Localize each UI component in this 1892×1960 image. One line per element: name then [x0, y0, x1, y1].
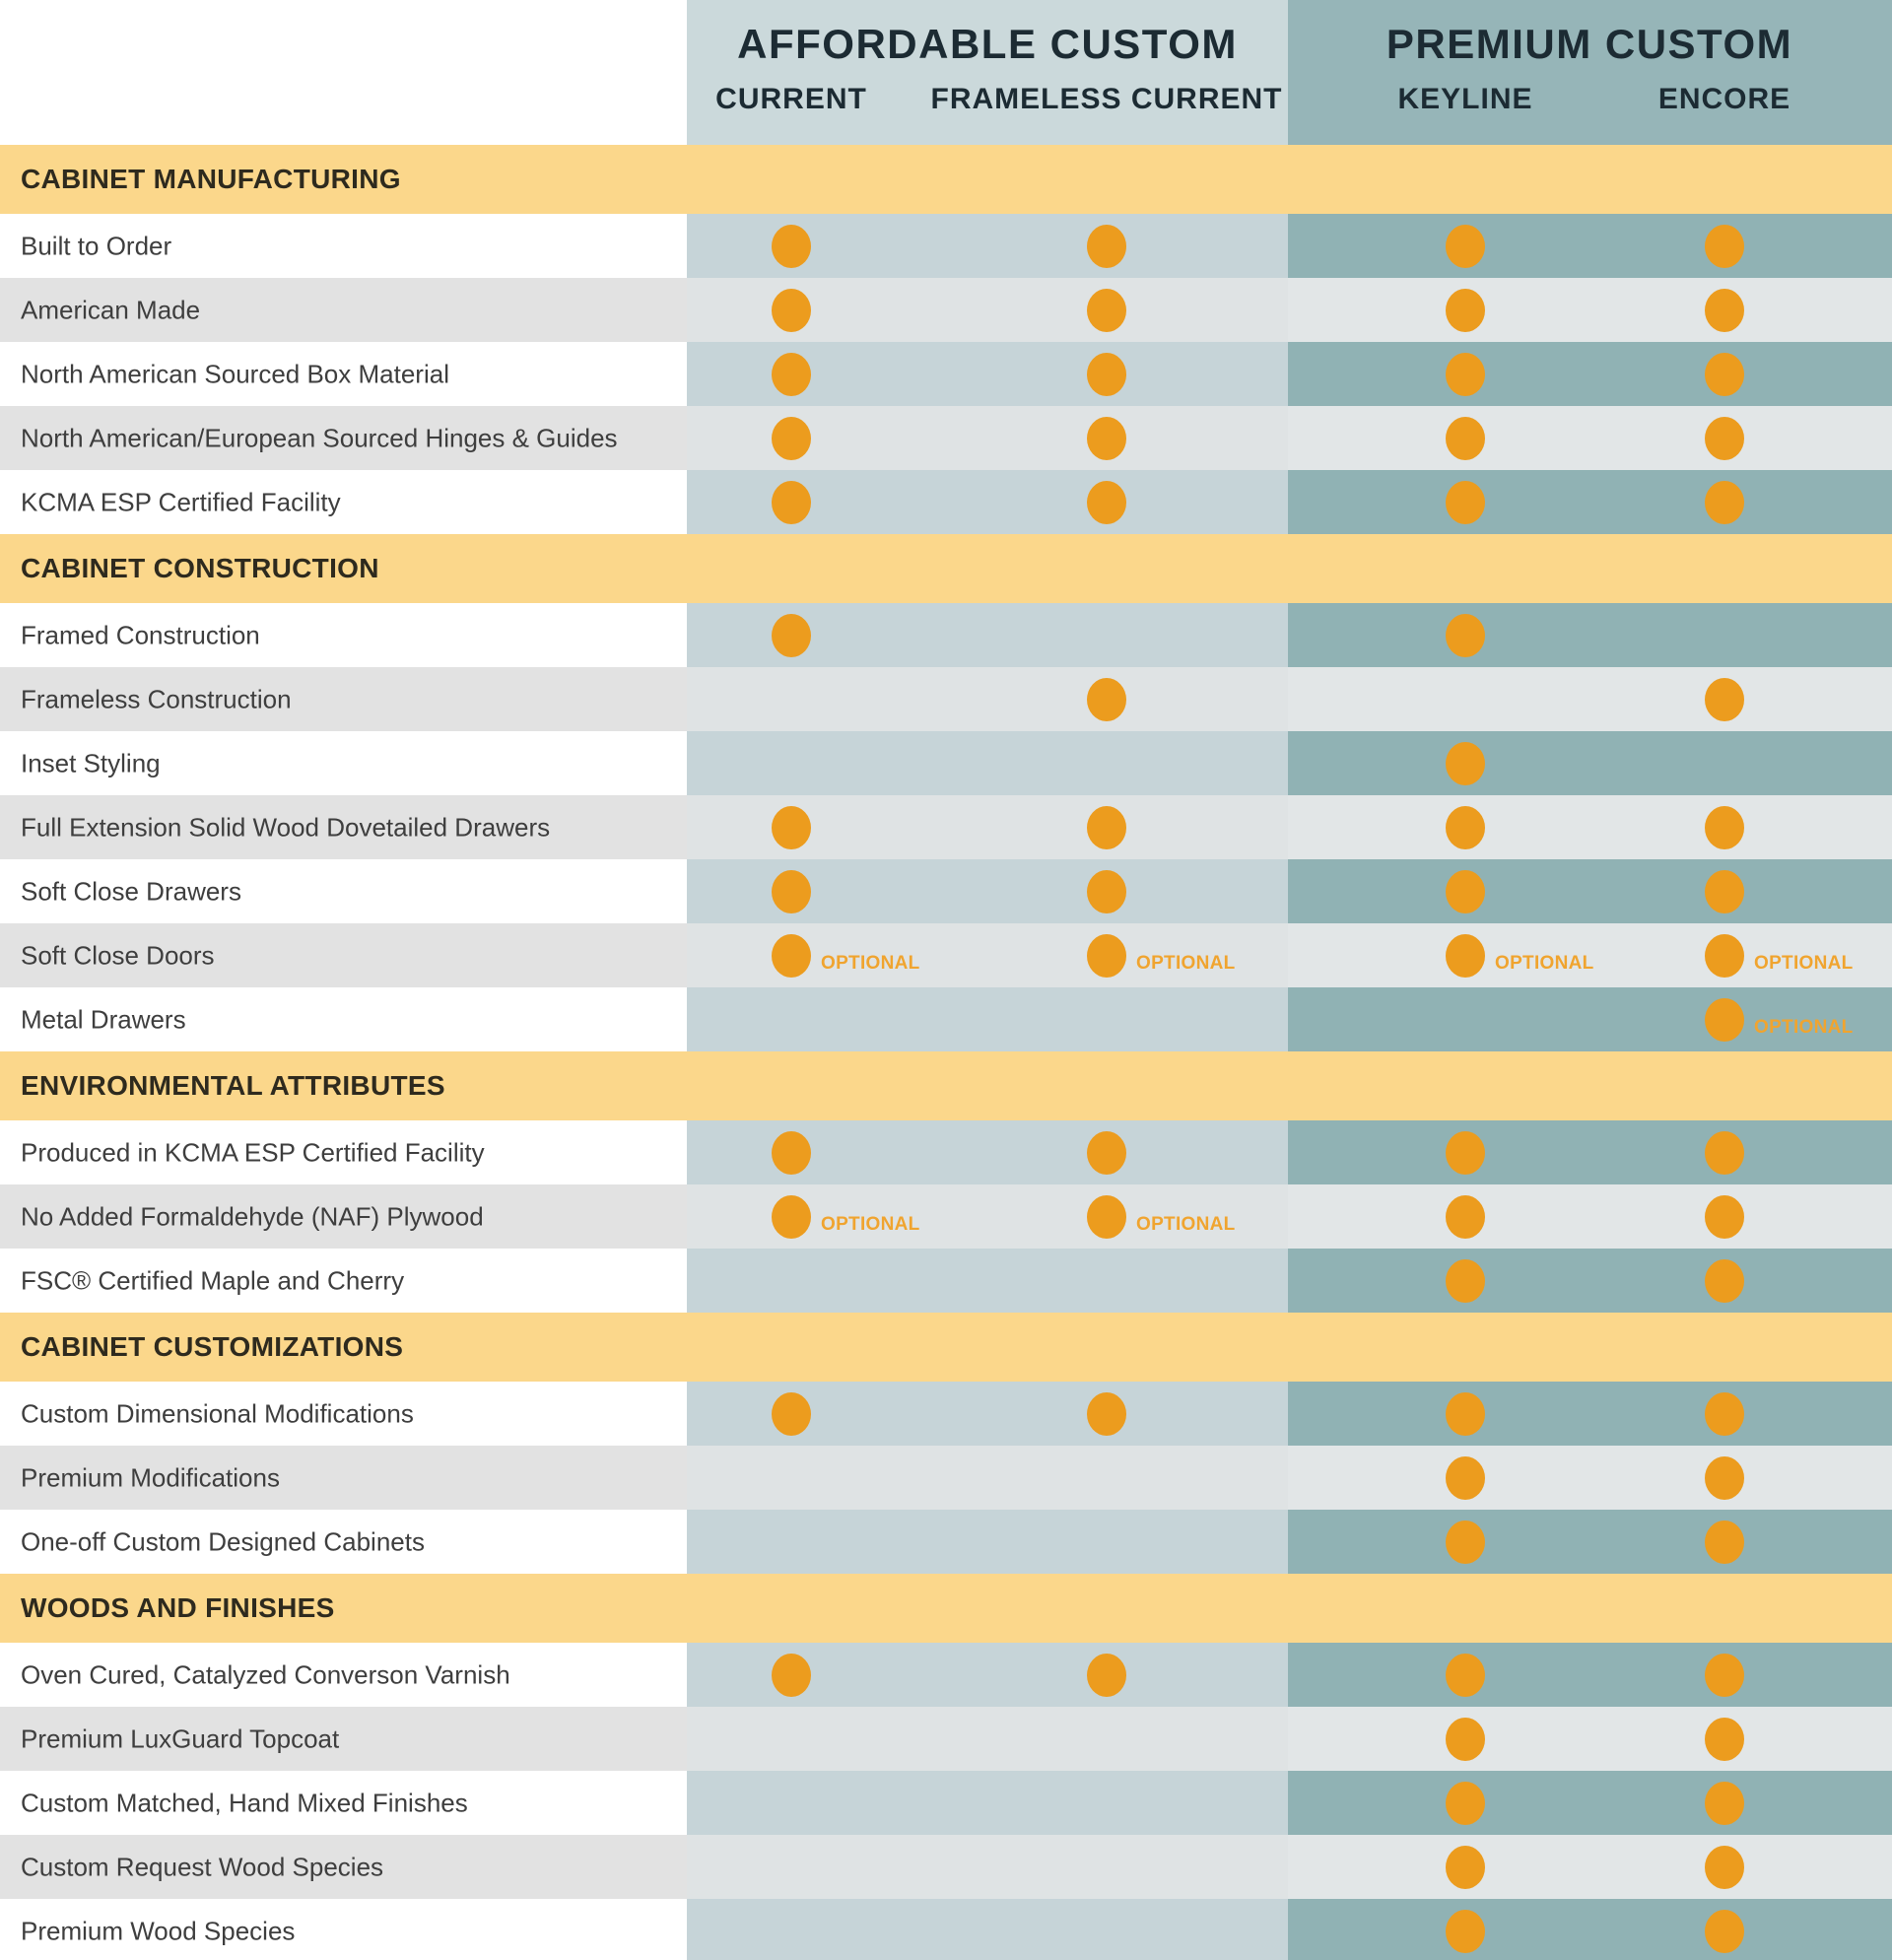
availability-dot: [1705, 1259, 1744, 1303]
availability-dot: [1446, 934, 1485, 978]
feature-label: Produced in KCMA ESP Certified Facility: [21, 1137, 485, 1167]
feature-label: Built to Order: [21, 231, 172, 260]
availability-dot: [1705, 1718, 1744, 1761]
availability-dot: [1087, 1195, 1126, 1239]
column-header-encore: ENCORE: [1657, 83, 1791, 115]
optional-label: OPTIONAL: [821, 1214, 920, 1235]
premium-group-cell: [1288, 214, 1892, 278]
availability-dot: [1446, 289, 1485, 332]
feature-row: [0, 214, 1892, 278]
availability-dot: [1446, 1392, 1485, 1436]
premium-group-cell: [1288, 1510, 1892, 1574]
feature-label: Premium Wood Species: [21, 1916, 296, 1945]
premium-group-cell: [1288, 731, 1892, 795]
premium-group-cell: [1288, 1184, 1892, 1249]
availability-dot: [1446, 1910, 1485, 1953]
availability-dot: [1705, 1521, 1744, 1564]
availability-dot: [1705, 1392, 1744, 1436]
availability-dot: [1446, 614, 1485, 657]
feature-label: North American Sourced Box Material: [21, 359, 449, 388]
feature-row: [0, 1184, 1892, 1249]
table-header: [0, 0, 1892, 145]
availability-dot: [1705, 1456, 1744, 1500]
optional-label: OPTIONAL: [1136, 1214, 1236, 1235]
premium-group-cell: [1288, 667, 1892, 731]
availability-dot: [1087, 934, 1126, 978]
availability-dot: [1705, 678, 1744, 721]
availability-dot: [1087, 225, 1126, 268]
availability-dot: [1446, 353, 1485, 396]
availability-dot: [1705, 870, 1744, 913]
availability-dot: [1446, 1654, 1485, 1697]
availability-dot: [1446, 417, 1485, 460]
section-header-label: ENVIRONMENTAL ATTRIBUTES: [21, 1070, 445, 1101]
feature-row: [0, 795, 1892, 859]
availability-dot: [1087, 1131, 1126, 1175]
premium-group-cell: [1288, 1771, 1892, 1835]
availability-dot: [1705, 998, 1744, 1042]
column-header-frameless-current: FRAMELESS CURRENT: [930, 83, 1283, 115]
availability-dot: [1705, 417, 1744, 460]
premium-group-cell: [1288, 1835, 1892, 1899]
feature-label: Soft Close Drawers: [21, 876, 241, 906]
premium-group-cell: [1288, 1382, 1892, 1446]
premium-group-cell: [1288, 342, 1892, 406]
availability-dot: [772, 1195, 811, 1239]
affordable-group-cell: [687, 1707, 1288, 1771]
affordable-group-cell: [687, 1446, 1288, 1510]
feature-row: [0, 987, 1892, 1051]
premium-group-cell: [1288, 795, 1892, 859]
availability-dot: [1087, 1392, 1126, 1436]
feature-row: [0, 1120, 1892, 1184]
feature-label: Custom Dimensional Modifications: [21, 1398, 414, 1428]
feature-row: [0, 1249, 1892, 1313]
feature-label: Frameless Construction: [21, 684, 292, 713]
feature-label: Custom Matched, Hand Mixed Finishes: [21, 1788, 468, 1817]
availability-dot: [1705, 1846, 1744, 1889]
column-header-keyline: KEYLINE: [1397, 83, 1533, 115]
availability-dot: [1705, 1782, 1744, 1825]
column-header-current: CURRENT: [715, 83, 867, 115]
affordable-group-cell: [687, 987, 1288, 1051]
availability-dot: [1087, 1654, 1126, 1697]
feature-row: [0, 667, 1892, 731]
availability-dot: [1446, 1718, 1485, 1761]
availability-dot: [772, 934, 811, 978]
availability-dot: [1446, 225, 1485, 268]
affordable-group-cell: [687, 1835, 1288, 1899]
availability-dot: [1705, 289, 1744, 332]
availability-dot: [1446, 1456, 1485, 1500]
premium-group-cell: [1288, 278, 1892, 342]
feature-row: [0, 1510, 1892, 1574]
premium-custom-title: PREMIUM CUSTOM: [1385, 21, 1793, 67]
premium-group-cell: [1288, 1446, 1892, 1510]
feature-row: [0, 1771, 1892, 1835]
feature-label: No Added Formaldehyde (NAF) Plywood: [21, 1201, 484, 1231]
premium-group-cell: [1288, 859, 1892, 923]
availability-dot: [1446, 1131, 1485, 1175]
availability-dot: [1705, 353, 1744, 396]
feature-label: Metal Drawers: [21, 1004, 186, 1034]
availability-dot: [772, 417, 811, 460]
availability-dot: [1087, 806, 1126, 849]
feature-label: American Made: [21, 295, 201, 324]
affordable-group-cell: [687, 1899, 1288, 1960]
availability-dot: [1087, 678, 1126, 721]
availability-dot: [1446, 1259, 1485, 1303]
availability-dot: [1087, 870, 1126, 913]
availability-dot: [1705, 806, 1744, 849]
availability-dot: [1705, 1654, 1744, 1697]
availability-dot: [1446, 870, 1485, 913]
availability-dot: [1446, 1521, 1485, 1564]
feature-label: Soft Close Doors: [21, 940, 215, 970]
availability-dot: [772, 289, 811, 332]
feature-label: Inset Styling: [21, 748, 161, 777]
availability-dot: [772, 1654, 811, 1697]
feature-row: [0, 1446, 1892, 1510]
section-header-label: CABINET CONSTRUCTION: [21, 553, 379, 583]
affordable-group-cell: [687, 1249, 1288, 1313]
affordable-custom-title: AFFORDABLE CUSTOM: [737, 21, 1238, 67]
availability-dot: [1087, 289, 1126, 332]
availability-dot: [1705, 481, 1744, 524]
feature-label: Custom Request Wood Species: [21, 1852, 384, 1881]
feature-label: Framed Construction: [21, 620, 260, 649]
premium-group-cell: [1288, 1120, 1892, 1184]
availability-dot: [772, 1131, 811, 1175]
feature-label: KCMA ESP Certified Facility: [21, 487, 341, 516]
availability-dot: [772, 614, 811, 657]
feature-row: [0, 342, 1892, 406]
section-header: [0, 534, 1892, 603]
premium-group-cell: [1288, 1899, 1892, 1960]
affordable-group-cell: [687, 1771, 1288, 1835]
premium-group-cell: [1288, 406, 1892, 470]
feature-row: [0, 406, 1892, 470]
availability-dot: [1446, 1846, 1485, 1889]
feature-row: [0, 731, 1892, 795]
affordable-group-cell: [687, 731, 1288, 795]
availability-dot: [1446, 481, 1485, 524]
feature-row: [0, 1899, 1892, 1960]
availability-dot: [1705, 1910, 1744, 1953]
section-header: [0, 1051, 1892, 1120]
availability-dot: [772, 870, 811, 913]
availability-dot: [1087, 353, 1126, 396]
comparison-table-body: [0, 145, 1892, 1960]
availability-dot: [772, 353, 811, 396]
section-header-label: CABINET MANUFACTURING: [21, 164, 401, 194]
feature-row: [0, 1382, 1892, 1446]
feature-label: FSC® Certified Maple and Cherry: [21, 1265, 405, 1295]
feature-label: Full Extension Solid Wood Dovetailed Drawers: [21, 812, 551, 842]
availability-dot: [1446, 742, 1485, 785]
optional-label: OPTIONAL: [1754, 953, 1854, 974]
availability-dot: [772, 225, 811, 268]
feature-label: Premium LuxGuard Topcoat: [21, 1723, 340, 1753]
premium-group-cell: [1288, 1707, 1892, 1771]
premium-group-cell: [1288, 470, 1892, 534]
feature-row: [0, 278, 1892, 342]
availability-dot: [1087, 417, 1126, 460]
affordable-group-cell: [687, 667, 1288, 731]
availability-dot: [1705, 1131, 1744, 1175]
availability-dot: [1705, 225, 1744, 268]
feature-row: [0, 603, 1892, 667]
section-header-label: WOODS AND FINISHES: [21, 1592, 335, 1623]
optional-label: OPTIONAL: [1754, 1017, 1854, 1038]
feature-label: One-off Custom Designed Cabinets: [21, 1526, 425, 1556]
optional-label: OPTIONAL: [1136, 953, 1236, 974]
optional-label: OPTIONAL: [1495, 953, 1594, 974]
feature-row: [0, 1643, 1892, 1707]
premium-group-cell: [1288, 603, 1892, 667]
section-header: [0, 1574, 1892, 1643]
feature-row: [0, 923, 1892, 987]
feature-row: [0, 470, 1892, 534]
section-header: [0, 145, 1892, 214]
feature-row: [0, 1707, 1892, 1771]
availability-dot: [1446, 1782, 1485, 1825]
premium-group-cell: [1288, 1249, 1892, 1313]
optional-label: OPTIONAL: [821, 953, 920, 974]
feature-row: [0, 1835, 1892, 1899]
feature-label: Oven Cured, Catalyzed Converson Varnish: [21, 1659, 510, 1689]
section-header: [0, 1313, 1892, 1382]
availability-dot: [1446, 806, 1485, 849]
availability-dot: [1705, 934, 1744, 978]
feature-label: Premium Modifications: [21, 1462, 280, 1492]
affordable-group-cell: [687, 1510, 1288, 1574]
feature-label: North American/European Sourced Hinges & Guides: [21, 423, 618, 452]
feature-row: [0, 859, 1892, 923]
availability-dot: [1087, 481, 1126, 524]
availability-dot: [1705, 1195, 1744, 1239]
section-header-label: CABINET CUSTOMIZATIONS: [21, 1331, 404, 1362]
premium-group-cell: [1288, 1643, 1892, 1707]
availability-dot: [772, 481, 811, 524]
availability-dot: [772, 806, 811, 849]
availability-dot: [772, 1392, 811, 1436]
availability-dot: [1446, 1195, 1485, 1239]
